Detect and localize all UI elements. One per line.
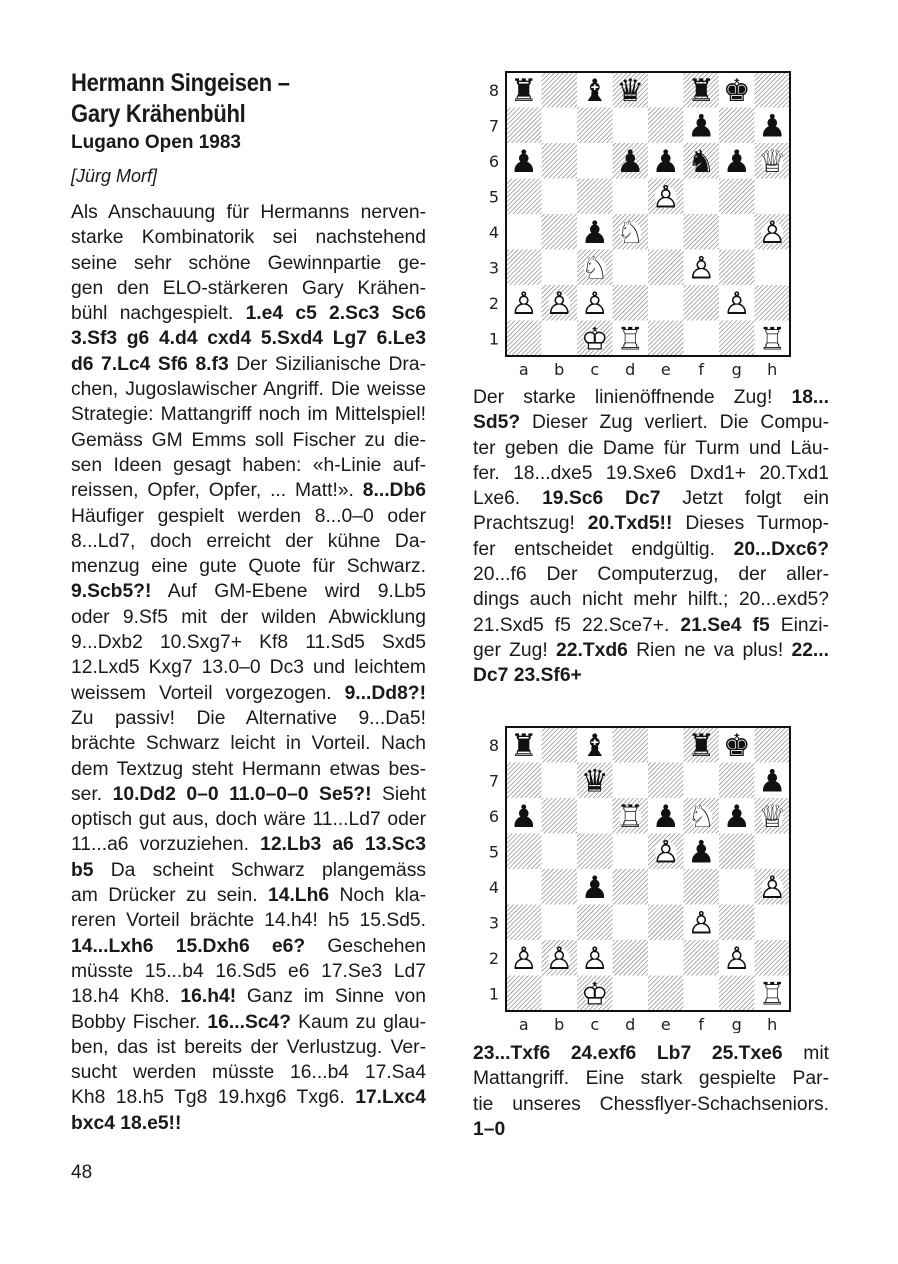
commentary-text: Sieht <box>371 783 426 805</box>
event-name: Lugano Open 1983 <box>71 132 241 153</box>
text-line <box>71 681 426 706</box>
commentary-text: starke Kombinatorik sei nachstehend <box>71 227 426 249</box>
dark-square <box>755 72 791 108</box>
commentary-text: 20...f6 Der Computerzug, der aller- <box>473 564 829 586</box>
white-pawn-piece: ♙ <box>651 179 680 216</box>
rank-label: 1 <box>488 329 500 349</box>
commentary-text: fer. 18...dxe5 19.Sxe6 Dxd1+ 20.Txd1 <box>473 462 829 484</box>
move-notation: 14.Lh6 <box>268 885 330 907</box>
dark-square <box>506 976 542 1012</box>
commentary-text: am Drücker zu sein. <box>71 885 268 907</box>
move-notation: 18... <box>791 387 829 408</box>
white-rook-piece: ♖ <box>758 321 787 358</box>
dark-square <box>506 250 542 286</box>
black-knight-piece: ♞ <box>687 143 716 180</box>
move-notation: 16.h4! <box>180 986 237 1008</box>
move-notation: 21.Se4 f5 <box>680 614 770 636</box>
text-line <box>71 352 426 377</box>
move-notation: 10.Dd2 0–0 11.0–0–0 Se5?! <box>112 783 372 805</box>
commentary-text: Dieser Zug verliert. Die Compu- <box>520 412 829 434</box>
dark-square <box>719 108 755 144</box>
commentary-text: mit <box>782 1043 829 1064</box>
file-label: f <box>698 360 705 378</box>
white-rook-piece: ♖ <box>758 976 787 1013</box>
dark-square <box>577 905 613 941</box>
board-svg-2 <box>482 723 802 1033</box>
rank-label: 6 <box>488 151 500 171</box>
commentary-text: ger Zug! <box>473 639 557 661</box>
text-line <box>71 782 426 807</box>
commentary-text: Noch kla- <box>329 885 426 907</box>
file-label: g <box>731 360 742 378</box>
white-pawn-piece: ♙ <box>758 214 787 251</box>
text-line <box>473 537 829 562</box>
white-pawn-piece: ♙ <box>545 285 574 322</box>
file-label: c <box>590 360 600 378</box>
commentary-text: weissem Vorteil vorgezogen. <box>71 682 345 704</box>
text-line <box>71 251 426 276</box>
white-queen-piece: ♕ <box>758 143 787 180</box>
commentary-text: reissen, Opfer, Opfer, ... Matt!». <box>71 480 363 502</box>
title-line-2: Gary Krähenbühl <box>71 100 246 128</box>
title-line-1: Hermann Singeisen – <box>71 69 290 97</box>
commentary-text: brächte Schwarz leicht in Vorteil. Nach <box>71 733 426 755</box>
commentary-left-column <box>71 200 426 1136</box>
dark-square <box>542 869 578 905</box>
commentary-text: Gemäss GM Emms soll Fischer zu die- <box>71 429 426 451</box>
black-pawn-piece: ♟ <box>580 214 609 251</box>
commentary-text: Prachtszug! <box>473 513 588 535</box>
text-line <box>473 436 829 461</box>
dark-square <box>684 285 720 321</box>
text-line <box>71 757 426 782</box>
dark-square <box>506 905 542 941</box>
commentary-right-column-2 <box>473 1041 829 1142</box>
text-line <box>71 934 426 959</box>
dark-square <box>506 834 542 870</box>
text-line <box>71 1060 426 1085</box>
board-svg-1 <box>482 68 802 378</box>
text-line <box>71 858 426 883</box>
game-title <box>71 68 290 130</box>
dark-square <box>719 976 755 1012</box>
commentary-text: Kaum zu glau- <box>291 1011 426 1033</box>
rank-label: 7 <box>488 116 500 136</box>
commentary-text: Geschehen <box>305 935 426 957</box>
text-line <box>71 301 426 326</box>
dark-square <box>506 763 542 799</box>
text-line <box>71 959 426 984</box>
move-notation: 9.Scb5?! <box>71 581 152 603</box>
black-pawn-piece: ♟ <box>687 108 716 145</box>
commentary-text: müsste 15...b4 16.Sd5 e6 17.Se3 Ld7 <box>71 960 426 982</box>
commentary-text: Ganz im Sinne von <box>236 986 426 1008</box>
black-bishop-piece: ♝ <box>580 727 609 764</box>
rank-label: 2 <box>488 293 500 313</box>
dark-square <box>577 179 613 215</box>
white-pawn-piece: ♙ <box>651 834 680 871</box>
commentary-text: Häufiger gespielt werden 8...0–0 oder <box>71 505 426 527</box>
dark-square <box>719 321 755 357</box>
commentary-text: sen Ideen gesagt haben: «h-Linie auf- <box>71 454 426 476</box>
dark-square <box>648 321 684 357</box>
move-notation: 9...Dd8?! <box>344 682 426 704</box>
text-line <box>71 377 426 402</box>
move-notation: b5 <box>71 859 94 881</box>
text-line <box>71 428 426 453</box>
commentary-text: Zu passiv! Die Alternative 9...Da5! <box>71 707 426 729</box>
commentary-right-column-1 <box>473 385 829 689</box>
dark-square <box>719 763 755 799</box>
file-label: d <box>625 360 636 378</box>
text-line <box>71 579 426 604</box>
white-pawn-piece: ♙ <box>509 940 538 977</box>
white-rook-piece: ♖ <box>616 798 645 835</box>
file-label: b <box>554 1015 565 1033</box>
text-line <box>71 1035 426 1060</box>
black-bishop-piece: ♝ <box>580 72 609 109</box>
commentary-text: bühl nachgespielt. <box>71 303 246 325</box>
move-notation: 17.Lxc4 <box>355 1087 426 1109</box>
commentary-text: 12.Lxd5 Kxg7 13.0–0 Dc3 und leichtem <box>71 657 426 679</box>
text-line <box>71 832 426 857</box>
file-label: d <box>625 1015 636 1033</box>
text-line <box>473 486 829 511</box>
dark-square <box>755 285 791 321</box>
commentary-text: 9...Dxb2 10.Sxg7+ Kf8 11.Sd5 Sxd5 <box>71 632 426 654</box>
dark-square <box>755 940 791 976</box>
white-pawn-piece: ♙ <box>722 940 751 977</box>
text-line <box>71 807 426 832</box>
commentary-text: chen, Jugoslawischer Angriff. Die weisse <box>71 379 426 401</box>
commentary-text: Auf GM-Ebene wird 9.Lb5 <box>151 581 426 603</box>
commentary-text: Mattangriff. Eine stark gespielte Par- <box>473 1068 829 1090</box>
black-pawn-piece: ♟ <box>651 143 680 180</box>
commentary-text: 21.Sxd5 f5 22.Sce7+. <box>473 614 681 636</box>
black-queen-piece: ♛ <box>616 72 645 109</box>
text-line <box>473 461 829 486</box>
black-pawn-piece: ♟ <box>722 798 751 835</box>
dark-square <box>719 179 755 215</box>
file-label: h <box>767 360 778 378</box>
commentary-text: oder 9.Sf5 mit der wilden Abwicklung <box>71 606 426 628</box>
text-line <box>71 1111 426 1136</box>
dark-square <box>613 869 649 905</box>
dark-square <box>719 250 755 286</box>
dark-square <box>648 108 684 144</box>
dark-square <box>684 869 720 905</box>
dark-square <box>684 214 720 250</box>
text-line <box>71 453 426 478</box>
move-notation: 3.Sf3 g6 4.d4 cxd4 5.Sxd4 Lg7 6.Le3 <box>71 328 426 350</box>
white-knight-piece: ♘ <box>616 214 645 251</box>
dark-square <box>755 727 791 763</box>
black-pawn-piece: ♟ <box>616 143 645 180</box>
text-line <box>473 385 829 410</box>
move-notation: 12.Lb3 a6 13.Sc3 <box>260 834 426 856</box>
move-notation: 20...Dxc6? <box>733 538 829 560</box>
text-line <box>473 1092 829 1117</box>
move-notation: 1–0 <box>473 1118 506 1140</box>
rank-label: 7 <box>488 771 500 791</box>
white-pawn-piece: ♙ <box>580 940 609 977</box>
text-line <box>71 1085 426 1110</box>
white-queen-piece: ♕ <box>758 798 787 835</box>
annotator: [Jürg Morf] <box>71 166 158 186</box>
white-pawn-piece: ♙ <box>545 940 574 977</box>
dark-square <box>719 834 755 870</box>
dark-square <box>542 143 578 179</box>
move-notation: Sd5? <box>473 412 521 434</box>
dark-square <box>613 285 649 321</box>
file-label: a <box>518 360 529 378</box>
commentary-text: sucht werden müsste 16...b4 17.Sa4 <box>71 1062 426 1084</box>
black-pawn-piece: ♟ <box>580 869 609 906</box>
commentary-text: 18.h4 Kh8. <box>71 986 181 1008</box>
commentary-text: ter geben die Dame für Turm und Läu- <box>473 437 829 459</box>
commentary-text: Der Sizilianische Dra- <box>228 353 426 375</box>
text-line <box>71 554 426 579</box>
rank-label: 3 <box>488 258 500 278</box>
file-label: a <box>518 1015 529 1033</box>
commentary-text: Strategie: Mattangriff noch im Mittelspiel! <box>71 404 426 426</box>
move-notation: 14...Lxh6 15.Dxh6 e6? <box>71 935 306 957</box>
text-line <box>71 706 426 731</box>
black-rook-piece: ♜ <box>687 727 716 764</box>
black-pawn-piece: ♟ <box>758 108 787 145</box>
white-pawn-piece: ♙ <box>758 869 787 906</box>
black-pawn-piece: ♟ <box>758 763 787 800</box>
text-line <box>71 225 426 250</box>
black-pawn-piece: ♟ <box>651 798 680 835</box>
commentary-text: Der starke linienöffnende Zug! <box>473 387 792 408</box>
dark-square <box>542 798 578 834</box>
text-line <box>473 638 829 663</box>
rank-label: 1 <box>488 984 500 1004</box>
text-line <box>473 1066 829 1091</box>
white-rook-piece: ♖ <box>616 321 645 358</box>
text-line <box>71 1010 426 1035</box>
rank-label: 5 <box>488 842 500 862</box>
commentary-text: optisch gut aus, doch wäre 11...Ld7 oder <box>71 809 426 831</box>
commentary-text: tie unseres Chessflyer-Schachseniors. <box>473 1093 829 1115</box>
commentary-text: ser. <box>71 783 113 805</box>
text-line <box>473 613 829 638</box>
white-king-piece: ♔ <box>580 976 609 1013</box>
commentary-text: Dieses Turmop- <box>672 513 829 535</box>
move-notation: 22... <box>791 639 829 661</box>
text-line <box>473 1041 829 1066</box>
dark-square <box>684 940 720 976</box>
text-line <box>473 511 829 536</box>
text-line <box>71 402 426 427</box>
file-label: c <box>590 1015 600 1033</box>
commentary-text: Einzi- <box>769 614 829 636</box>
file-label: h <box>767 1015 778 1033</box>
white-pawn-piece: ♙ <box>509 285 538 322</box>
text-line <box>71 731 426 756</box>
dark-square <box>613 727 649 763</box>
text-line <box>71 984 426 1009</box>
file-label: b <box>554 360 565 378</box>
black-rook-piece: ♜ <box>687 72 716 109</box>
commentary-text: Jetzt folgt ein <box>660 488 829 510</box>
page-number: 48 <box>71 1162 93 1183</box>
commentary-text: 11...a6 vorzuziehen. <box>71 834 261 856</box>
commentary-text: gen den ELO-stärkeren Gary Krähen- <box>71 277 426 299</box>
commentary-text: menzug eine gute Quote für Schwarz. <box>71 556 426 578</box>
file-label: e <box>660 360 671 378</box>
commentary-text: Kh8 18.h5 Tg8 19.hxg6 Txg6. <box>71 1087 356 1109</box>
text-line <box>473 663 829 688</box>
dark-square <box>577 834 613 870</box>
commentary-text: 8...Ld7, doch erreicht der kühne Da- <box>71 530 426 552</box>
text-line <box>473 587 829 612</box>
rank-label: 3 <box>488 913 500 933</box>
commentary-text: Da scheint Schwarz plangemäss <box>93 859 426 881</box>
text-line <box>71 908 426 933</box>
white-pawn-piece: ♙ <box>687 250 716 287</box>
commentary-text: reren Vorteil brächte 14.h4! h5 15.Sd5. <box>71 910 426 932</box>
commentary-text: Rien ne va plus! <box>627 639 792 661</box>
file-label: f <box>698 1015 705 1033</box>
white-knight-piece: ♘ <box>580 250 609 287</box>
white-pawn-piece: ♙ <box>687 905 716 942</box>
white-king-piece: ♔ <box>580 321 609 358</box>
rank-label: 8 <box>488 735 500 755</box>
text-line <box>71 478 426 503</box>
black-rook-piece: ♜ <box>509 72 538 109</box>
black-pawn-piece: ♟ <box>509 143 538 180</box>
rank-label: 8 <box>488 80 500 100</box>
file-label: e <box>660 1015 671 1033</box>
chess-diagram-1 <box>482 68 802 383</box>
black-pawn-piece: ♟ <box>722 143 751 180</box>
white-pawn-piece: ♙ <box>722 285 751 322</box>
move-notation: 23...Txf6 24.exf6 Lb7 25.Txe6 <box>473 1043 783 1064</box>
commentary-text: Bobby Fischer. <box>71 1011 208 1033</box>
dark-square <box>648 905 684 941</box>
commentary-text: dem Textzug steht Hermann etwas bes- <box>71 758 426 780</box>
rank-label: 4 <box>488 222 500 242</box>
move-notation: bxc4 18.e5!! <box>71 1112 182 1134</box>
dark-square <box>648 763 684 799</box>
dark-square <box>719 905 755 941</box>
black-pawn-piece: ♟ <box>687 834 716 871</box>
dark-square <box>648 976 684 1012</box>
rank-label: 2 <box>488 948 500 968</box>
text-line <box>71 655 426 680</box>
black-rook-piece: ♜ <box>509 727 538 764</box>
commentary-text: Lxe6. <box>473 488 543 510</box>
dark-square <box>542 214 578 250</box>
text-line <box>71 883 426 908</box>
move-notation: 1.e4 c5 2.Sc3 Sc6 <box>245 303 426 325</box>
commentary-text: fer entscheidet endgültig. <box>473 538 734 560</box>
black-queen-piece: ♛ <box>580 763 609 800</box>
text-line <box>71 630 426 655</box>
move-notation: 20.Txd5!! <box>587 513 673 535</box>
move-notation: 19.Sc6 Dc7 <box>542 488 661 510</box>
text-line <box>473 1117 829 1142</box>
commentary-text: ben, das ist bereits der Verlustzug. Ver- <box>71 1036 426 1058</box>
text-line <box>71 276 426 301</box>
commentary-text: seine sehr schöne Gewinnpartie ge- <box>71 252 426 274</box>
file-label: g <box>731 1015 742 1033</box>
move-notation: d6 7.Lc4 Sf6 8.f3 <box>71 353 229 375</box>
dark-square <box>506 179 542 215</box>
black-king-piece: ♚ <box>722 72 751 109</box>
move-notation: 22.Txd6 <box>556 639 628 661</box>
dark-square <box>506 108 542 144</box>
text-line <box>71 326 426 351</box>
text-line <box>71 200 426 225</box>
rank-label: 4 <box>488 877 500 897</box>
dark-square <box>648 250 684 286</box>
text-line <box>71 504 426 529</box>
dark-square <box>542 727 578 763</box>
black-pawn-piece: ♟ <box>509 798 538 835</box>
black-king-piece: ♚ <box>722 727 751 764</box>
commentary-text: dings auch nicht mehr hilft.; 20...exd5? <box>473 589 829 611</box>
dark-square <box>613 940 649 976</box>
text-line <box>473 410 829 435</box>
move-notation: 16...Sc4? <box>207 1011 292 1033</box>
commentary-text: Als Anschauung für Hermanns nerven- <box>71 202 426 223</box>
text-line <box>473 562 829 587</box>
white-pawn-piece: ♙ <box>580 285 609 322</box>
dark-square <box>506 321 542 357</box>
rank-label: 5 <box>488 187 500 207</box>
dark-square <box>577 108 613 144</box>
move-notation: 8...Db6 <box>362 480 426 502</box>
text-line <box>71 605 426 630</box>
white-knight-piece: ♘ <box>687 798 716 835</box>
text-line <box>71 529 426 554</box>
dark-square <box>542 72 578 108</box>
rank-label: 6 <box>488 806 500 826</box>
chess-diagram-2 <box>482 723 802 1038</box>
move-notation: Dc7 23.Sf6+ <box>473 665 582 687</box>
